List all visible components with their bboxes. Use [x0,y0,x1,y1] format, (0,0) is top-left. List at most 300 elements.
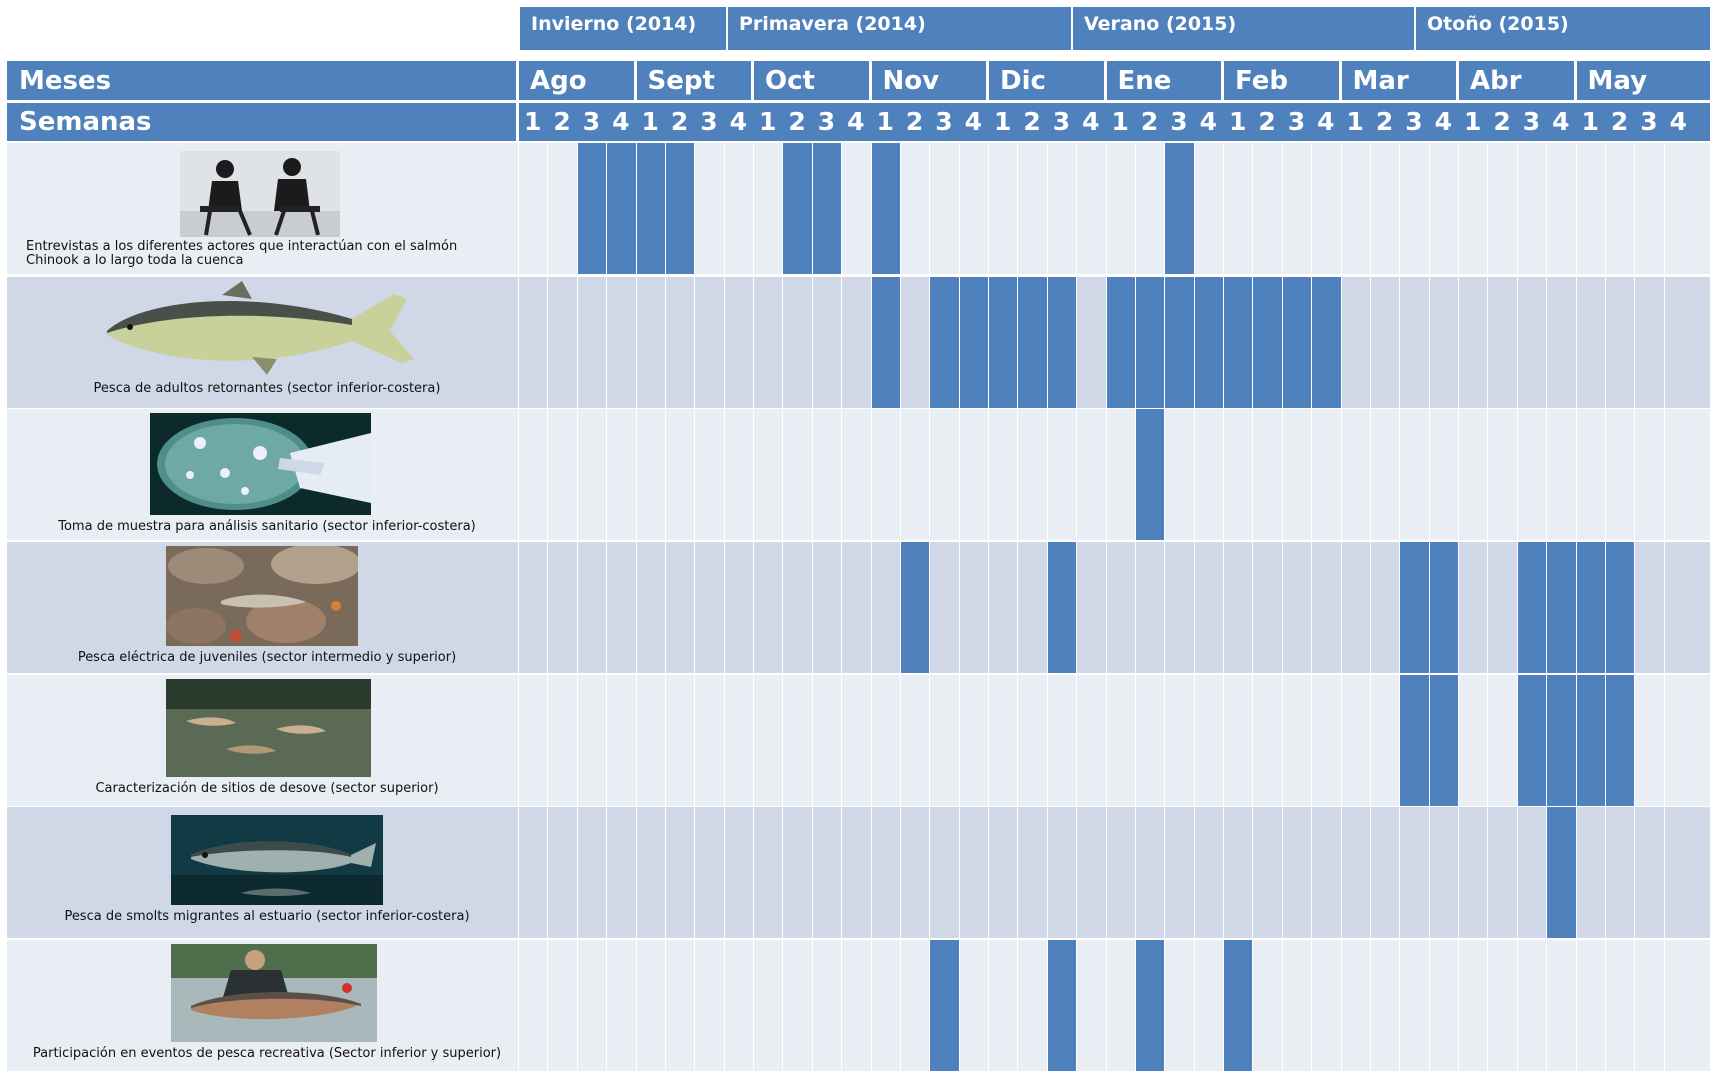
schedule-cell-active [1135,940,1164,1071]
schedule-cell [1311,542,1340,673]
schedule-cell-active [1106,277,1135,408]
schedule-cell [1282,807,1311,938]
schedule-cell [1399,807,1428,938]
schedule-cell [1017,940,1046,1071]
schedule-cell-active [1546,807,1575,938]
week-number-label: 4 [964,107,983,136]
schedule-cell-active [1399,542,1428,673]
week-number-label: 1 [758,107,777,136]
activity-label-text: Pesca de adultos retornantes (sector inferior-costera) [93,381,441,396]
schedule-cell [959,143,988,274]
schedule-cell [1517,940,1546,1071]
angler-with-salmon-photo [171,944,377,1042]
schedule-cell [1458,807,1487,938]
activity-label-cell [7,675,527,806]
schedule-cell [724,143,753,274]
schedule-cell [1017,542,1046,673]
schedule-cell [1341,807,1370,938]
schedule-cell [577,940,606,1071]
schedule-cell [812,409,841,540]
schedule-cell-active [871,277,900,408]
schedule-cell [1634,675,1663,806]
month-label: Ene [1117,66,1172,96]
schedule-cell [1135,675,1164,806]
schedule-cell [1194,940,1223,1071]
schedule-cell [1576,409,1605,540]
activity-label-cell [7,542,527,673]
week-number-label: 2 [1258,107,1276,136]
schedule-cell [1106,940,1135,1071]
schedule-cell [1664,542,1693,673]
schedule-cell [959,940,988,1071]
schedule-cell [636,542,665,673]
schedule-cell [636,940,665,1071]
activity-row [7,277,1710,408]
activity-label-text: Caracterización de sitios de desove (sector superior) [95,781,439,796]
schedule-cell [1311,940,1340,1071]
schedule-cell [900,807,929,938]
schedule-cell [1135,542,1164,673]
activity-row [7,409,1710,540]
schedule-cell [724,409,753,540]
schedule-cell [1106,807,1135,938]
month-label: Feb [1235,66,1288,96]
schedule-cell-active [1194,277,1223,408]
week-number-label: 3 [700,107,718,136]
schedule-cell [1311,675,1340,806]
schedule-cell [871,940,900,1071]
season-header-otono: Otoño (2015) [1416,7,1710,50]
activity-label-cell [7,143,527,274]
activity-label-text: Entrevistas a los diferentes actores que interactúan con el salmón [26,239,458,254]
schedule-cell [1429,277,1458,408]
salmon-photo [102,279,424,377]
schedule-cell [518,940,547,1071]
schedule-cell [1223,675,1252,806]
schedule-cell [1223,807,1252,938]
schedule-cell [871,409,900,540]
schedule-cell [959,675,988,806]
schedule-cell [900,675,929,806]
schedule-cell [1076,542,1105,673]
schedule-cell-active [1164,277,1193,408]
schedule-cell [1487,542,1516,673]
schedule-cell [1605,807,1634,938]
schedule-cell [1135,807,1164,938]
weeks-header-row [7,103,1710,141]
schedule-cell [1194,542,1223,673]
week-number-label: 1 [1228,107,1247,136]
activity-label-cell [7,409,527,540]
schedule-cell [1664,409,1693,540]
schedule-cell [518,143,547,274]
schedule-cell [724,807,753,938]
schedule-cell [1487,277,1516,408]
schedule-cell [988,143,1017,274]
schedule-cell [1223,143,1252,274]
schedule-cell [841,277,870,408]
schedule-cell [1576,277,1605,408]
schedule-cell [753,277,782,408]
schedule-cell [1252,143,1281,274]
schedule-cell [1076,409,1105,540]
schedule-cell [1605,409,1634,540]
schedule-cell-active [1282,277,1311,408]
schedule-cell [1458,675,1487,806]
schedule-cell [1341,277,1370,408]
schedule-cell [841,542,870,673]
interview-silhouettes-photo [180,151,340,237]
schedule-cell [1017,675,1046,806]
schedule-cell [636,807,665,938]
schedule-cell-active [1135,409,1164,540]
schedule-cell [1487,409,1516,540]
schedule-cell-active [636,143,665,274]
schedule-cell-active [1605,542,1634,673]
schedule-cell [929,409,958,540]
week-number-label: 3 [817,107,836,136]
schedule-cell [1194,807,1223,938]
schedule-cell [1047,807,1076,938]
schedule-cell [636,409,665,540]
schedule-cell [547,542,576,673]
schedule-cell [577,807,606,938]
schedule-cell-active [929,940,958,1071]
weeks-header-label: Semanas [19,107,152,137]
schedule-cell [1546,409,1575,540]
schedule-cell [900,409,929,540]
schedule-cell [1458,542,1487,673]
schedule-cell [1252,542,1281,673]
underwater-salmon-photo [171,815,383,905]
schedule-cell-active [1429,675,1458,806]
schedule-cell-active [1517,675,1546,806]
schedule-cell [1458,940,1487,1071]
activity-label-cell [7,940,527,1071]
schedule-cell [1546,143,1575,274]
activity-label-text: Pesca de smolts migrantes al estuario (sector inferior-costera) [64,909,470,924]
schedule-cell [577,675,606,806]
activity-label-text-line2: Chinook a lo largo toda la cuenca [26,253,244,268]
schedule-cell [1546,940,1575,1071]
week-number-label: 2 [553,107,571,136]
schedule-cell-active [1576,675,1605,806]
schedule-cell [1370,807,1399,938]
schedule-cell [518,409,547,540]
schedule-cell [547,675,576,806]
schedule-cell [665,277,694,408]
schedule-cell [1634,277,1663,408]
week-number-label: 2 [1493,107,1511,136]
schedule-cell [1017,409,1046,540]
month-label: Sept [647,66,715,96]
schedule-cell [1311,807,1340,938]
schedule-cell [753,675,782,806]
week-number-label: 3 [1405,107,1423,136]
schedule-cell [1252,409,1281,540]
week-number-label: 1 [1463,107,1482,136]
schedule-cell [665,409,694,540]
schedule-cell [694,277,723,408]
schedule-cell [841,409,870,540]
schedule-cell-active [1164,143,1193,274]
activity-label-cell [7,807,527,938]
week-number-label: 2 [1140,107,1159,136]
schedule-cell-active [1252,277,1281,408]
schedule-cell-active [1135,277,1164,408]
schedule-cell [1076,675,1105,806]
schedule-cell [1517,409,1546,540]
schedule-cell [1164,409,1193,540]
schedule-cell [1252,807,1281,938]
week-number-label: 1 [1111,107,1129,136]
juvenile-fish-photo [166,546,358,646]
schedule-cell [724,675,753,806]
schedule-cell [1135,143,1164,274]
schedule-cell [753,143,782,274]
schedule-cell [900,143,929,274]
schedule-cell [1429,807,1458,938]
schedule-cell [1106,143,1135,274]
schedule-cell-active [577,143,606,274]
month-label: Abr [1470,66,1522,96]
schedule-cell [665,675,694,806]
week-number-label: 3 [935,107,953,136]
schedule-cell [812,542,841,673]
schedule-cell [1370,277,1399,408]
schedule-cell [1106,409,1135,540]
schedule-cell [1194,675,1223,806]
schedule-cell-active [1399,675,1428,806]
schedule-cell [1664,807,1693,938]
schedule-cell [959,409,988,540]
schedule-cell [1223,409,1252,540]
schedule-cell [1252,675,1281,806]
schedule-cell [1370,143,1399,274]
schedule-cell [812,277,841,408]
season-header-verano: Verano (2015) [1073,7,1414,50]
schedule-cell [959,542,988,673]
activity-label-text: Participación en eventos de pesca recreativa (Sector inferior y superior) [32,1046,502,1061]
schedule-cell [782,409,811,540]
season-header-primavera: Primavera (2014) [728,7,1071,50]
schedule-cell [1517,807,1546,938]
schedule-cell [1370,940,1399,1071]
activity-label-text: Pesca eléctrica de juveniles (sector intermedio y superior) [77,650,457,665]
schedule-cell [1399,409,1428,540]
schedule-cell [1399,940,1428,1071]
schedule-cell [518,807,547,938]
month-label: Ago [530,66,587,96]
schedule-cell [1341,675,1370,806]
schedule-cell [1664,277,1693,408]
schedule-cell [694,409,723,540]
schedule-cell [782,675,811,806]
schedule-cell [1517,143,1546,274]
week-number-label: 1 [523,107,542,136]
schedule-cell [1576,143,1605,274]
schedule-cell [577,277,606,408]
week-number-label: 1 [876,107,894,136]
schedule-cell [606,807,635,938]
week-number-label: 4 [847,107,865,136]
schedule-cell [1017,807,1046,938]
schedule-cell [1605,143,1634,274]
week-number-label: 3 [582,107,601,136]
week-number-label: 4 [729,107,748,136]
week-number-label: 3 [1640,107,1658,136]
schedule-cell [1341,940,1370,1071]
week-number-label: 3 [1170,107,1188,136]
schedule-cell [577,542,606,673]
schedule-cell [1370,409,1399,540]
schedule-cell [753,940,782,1071]
activity-label-cell [7,277,527,408]
schedule-cell [1370,542,1399,673]
schedule-cell [782,277,811,408]
schedule-cell [929,143,958,274]
schedule-cell [929,542,958,673]
schedule-cell [606,675,635,806]
week-number-label: 4 [1317,107,1335,136]
week-number-label: 2 [905,107,924,136]
week-number-label: 1 [1581,107,1599,136]
schedule-cell [547,277,576,408]
schedule-cell [1487,675,1516,806]
schedule-cell-active [1047,940,1076,1071]
schedule-cell-active [1017,277,1046,408]
schedule-cell [518,277,547,408]
schedule-cell [1634,542,1663,673]
months-header-row [7,61,1710,100]
schedule-cell [1282,940,1311,1071]
schedule-cell-active [1047,277,1076,408]
schedule-cell-active [1517,542,1546,673]
schedule-cell [841,143,870,274]
schedule-cell [900,277,929,408]
schedule-cell [988,409,1017,540]
schedule-cell [1047,675,1076,806]
schedule-cell [929,675,958,806]
season-header-invierno: Invierno (2014) [520,7,726,50]
schedule-cell [1106,542,1135,673]
month-label: May [1587,66,1648,96]
schedule-cell [1252,940,1281,1071]
schedule-cell [636,675,665,806]
schedule-cell [988,675,1017,806]
month-label: Dic [1000,66,1046,96]
schedule-cell [1164,542,1193,673]
week-number-label: 4 [1669,107,1688,136]
schedule-cell [1311,143,1340,274]
schedule-cell [959,807,988,938]
schedule-cell [871,542,900,673]
schedule-cell [1341,542,1370,673]
schedule-cell [841,807,870,938]
schedule-cell [1429,143,1458,274]
schedule-cell [694,143,723,274]
schedule-cell [694,807,723,938]
schedule-cell [1664,940,1693,1071]
schedule-cell [988,542,1017,673]
schedule-cell [724,940,753,1071]
schedule-cell [1458,409,1487,540]
schedule-cell [1311,409,1340,540]
schedule-cell [1487,940,1516,1071]
schedule-cell-active [1546,675,1575,806]
schedule-cell-active [1311,277,1340,408]
schedule-cell [871,675,900,806]
schedule-cell [547,143,576,274]
schedule-cell-active [782,143,811,274]
month-label: Oct [765,66,815,96]
schedule-cell [1047,409,1076,540]
schedule-cell-active [900,542,929,673]
schedule-cell [929,807,958,938]
schedule-cell [1341,143,1370,274]
schedule-cell [1164,807,1193,938]
schedule-cell [1487,143,1516,274]
activity-row [7,940,1710,1071]
schedule-cell-active [606,143,635,274]
week-number-label: 4 [1082,107,1100,136]
schedule-cell [1282,542,1311,673]
activity-row [7,675,1710,806]
schedule-cell [665,542,694,673]
schedule-cell [606,940,635,1071]
schedule-cell [753,807,782,938]
schedule-cell [1429,940,1458,1071]
week-number-label: 4 [1199,107,1218,136]
schedule-cell [988,807,1017,938]
schedule-cell [606,409,635,540]
schedule-cell [1546,277,1575,408]
week-number-label: 1 [1346,107,1364,136]
schedule-cell [547,409,576,540]
schedule-cell [577,409,606,540]
week-number-label: 4 [1434,107,1453,136]
week-number-label: 4 [1552,107,1570,136]
schedule-cell [518,542,547,673]
schedule-cell-active [1223,277,1252,408]
schedule-cell [1487,807,1516,938]
schedule-cell [1458,143,1487,274]
schedule-cell-active [1605,675,1634,806]
schedule-cell-active [1576,542,1605,673]
schedule-cell-active [665,143,694,274]
schedule-cell [812,940,841,1071]
schedule-cell [1634,807,1663,938]
week-number-label: 1 [641,107,659,136]
schedule-cell [1399,143,1428,274]
week-number-label: 4 [612,107,630,136]
schedule-cell [1458,277,1487,408]
month-label: Nov [882,66,940,96]
schedule-cell-active [812,143,841,274]
schedule-cell-active [959,277,988,408]
schedule-cell [812,807,841,938]
week-number-label: 3 [1287,107,1306,136]
schedule-cell [871,807,900,938]
week-number-label: 2 [788,107,806,136]
week-number-label: 2 [1023,107,1041,136]
schedule-cell [606,277,635,408]
week-number-label: 3 [1522,107,1541,136]
activity-row [7,143,1710,274]
schedule-cell-active [929,277,958,408]
petri-dish-photo [150,413,371,515]
week-number-label: 1 [993,107,1012,136]
